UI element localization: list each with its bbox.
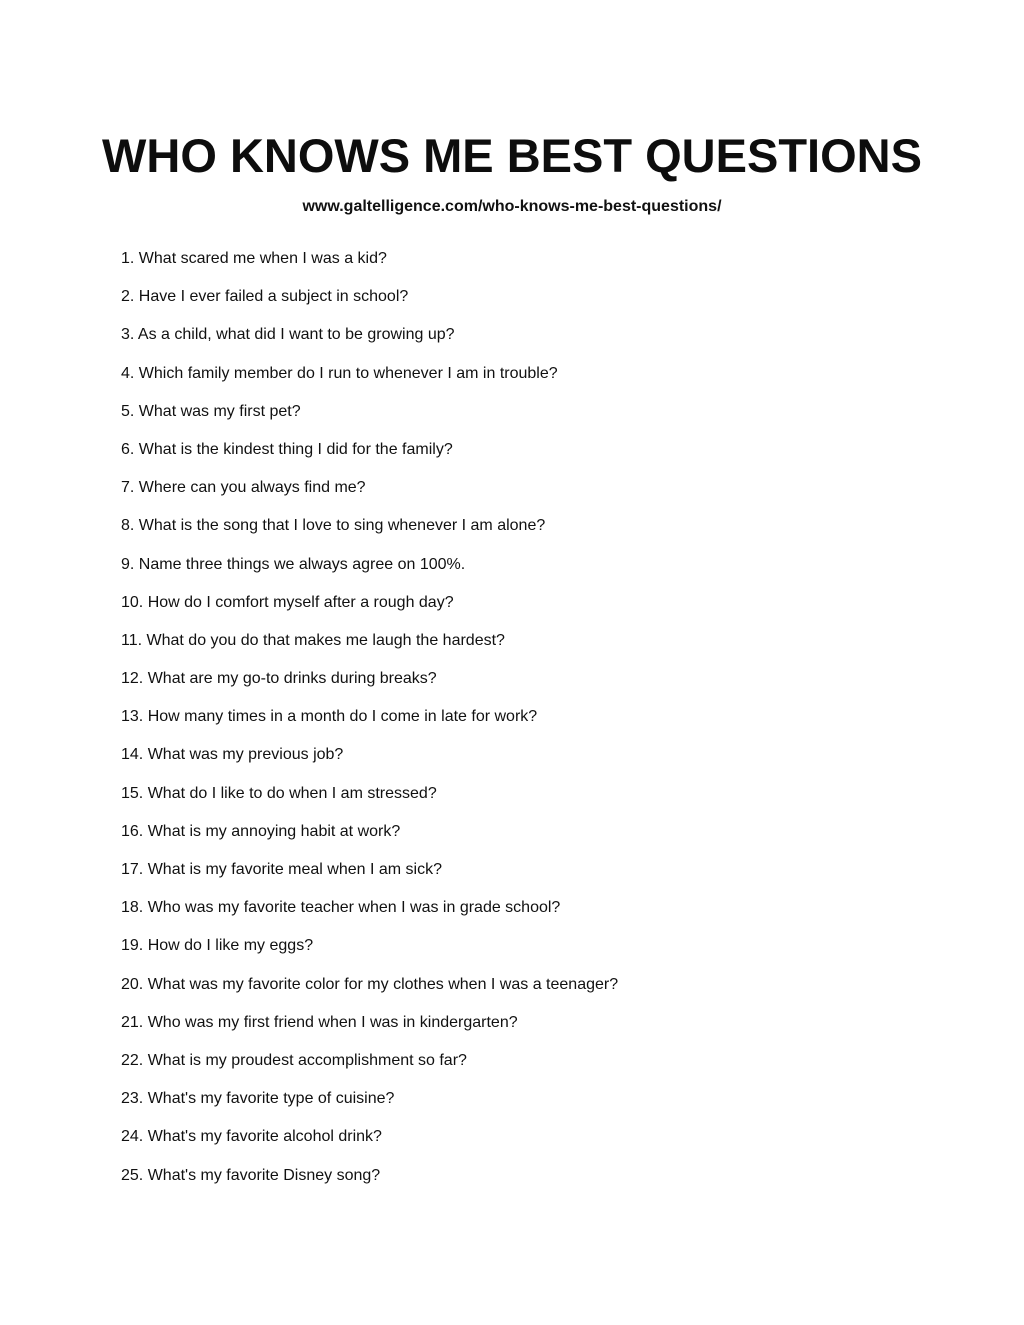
question-item: 12. What are my go-to drinks during breaks? [121, 670, 437, 688]
question-item: 22. What is my proudest accomplishment so far? [121, 1051, 467, 1069]
question-item: 4. Which family member do I run to whenever I am in trouble? [121, 364, 558, 382]
question-item: 5. What was my first pet? [121, 402, 301, 420]
question-item: 17. What is my favorite meal when I am sick? [121, 861, 442, 878]
question-item: 13. How many times in a month do I come in late for work? [121, 708, 538, 726]
question-item: 19. How do I like my eggs? [121, 937, 314, 955]
question-item: 14. What was my previous job? [121, 746, 344, 764]
question-item: 7. Where can you always find me? [121, 479, 366, 497]
question-item: 18. Who was my favorite teacher when I was in grade school? [121, 899, 561, 917]
question-item: 2. Have I ever failed a subject in school? [121, 288, 409, 306]
question-list [121, 247, 921, 1202]
question-item: 9. Name three things we always agree on 100%. [121, 555, 466, 573]
question-item: 8. What is the song that I love to sing whenever I am alone? [121, 517, 546, 535]
question-item: 21. Who was my first friend when I was in kindergarten? [121, 1013, 518, 1031]
question-item: 20. What was my favorite color for my clothes when I was a teenager? [121, 975, 619, 993]
question-item: 1. What scared me when I was a kid? [121, 250, 387, 267]
source-url: www.galtelligence.com/who-knows-me-best-questions/ [302, 198, 722, 215]
question-item: 24. What's my favorite alcohol drink? [121, 1128, 382, 1146]
question-item: 16. What is my annoying habit at work? [121, 822, 401, 840]
question-item: 25. What's my favorite Disney song? [121, 1166, 381, 1184]
page-title: WHO KNOWS ME BEST QUESTIONS [102, 129, 922, 182]
question-item: 11. What do you do that makes me laugh the hardest? [121, 631, 505, 649]
question-item: 23. What's my favorite type of cuisine? [121, 1090, 395, 1108]
question-item: 6. What is the kindest thing I did for the family? [121, 440, 453, 458]
question-item: 15. What do I like to do when I am stressed? [121, 784, 437, 802]
question-item: 10. How do I comfort myself after a rough day? [121, 593, 454, 611]
question-item: 3. As a child, what did I want to be growing up? [121, 326, 455, 344]
